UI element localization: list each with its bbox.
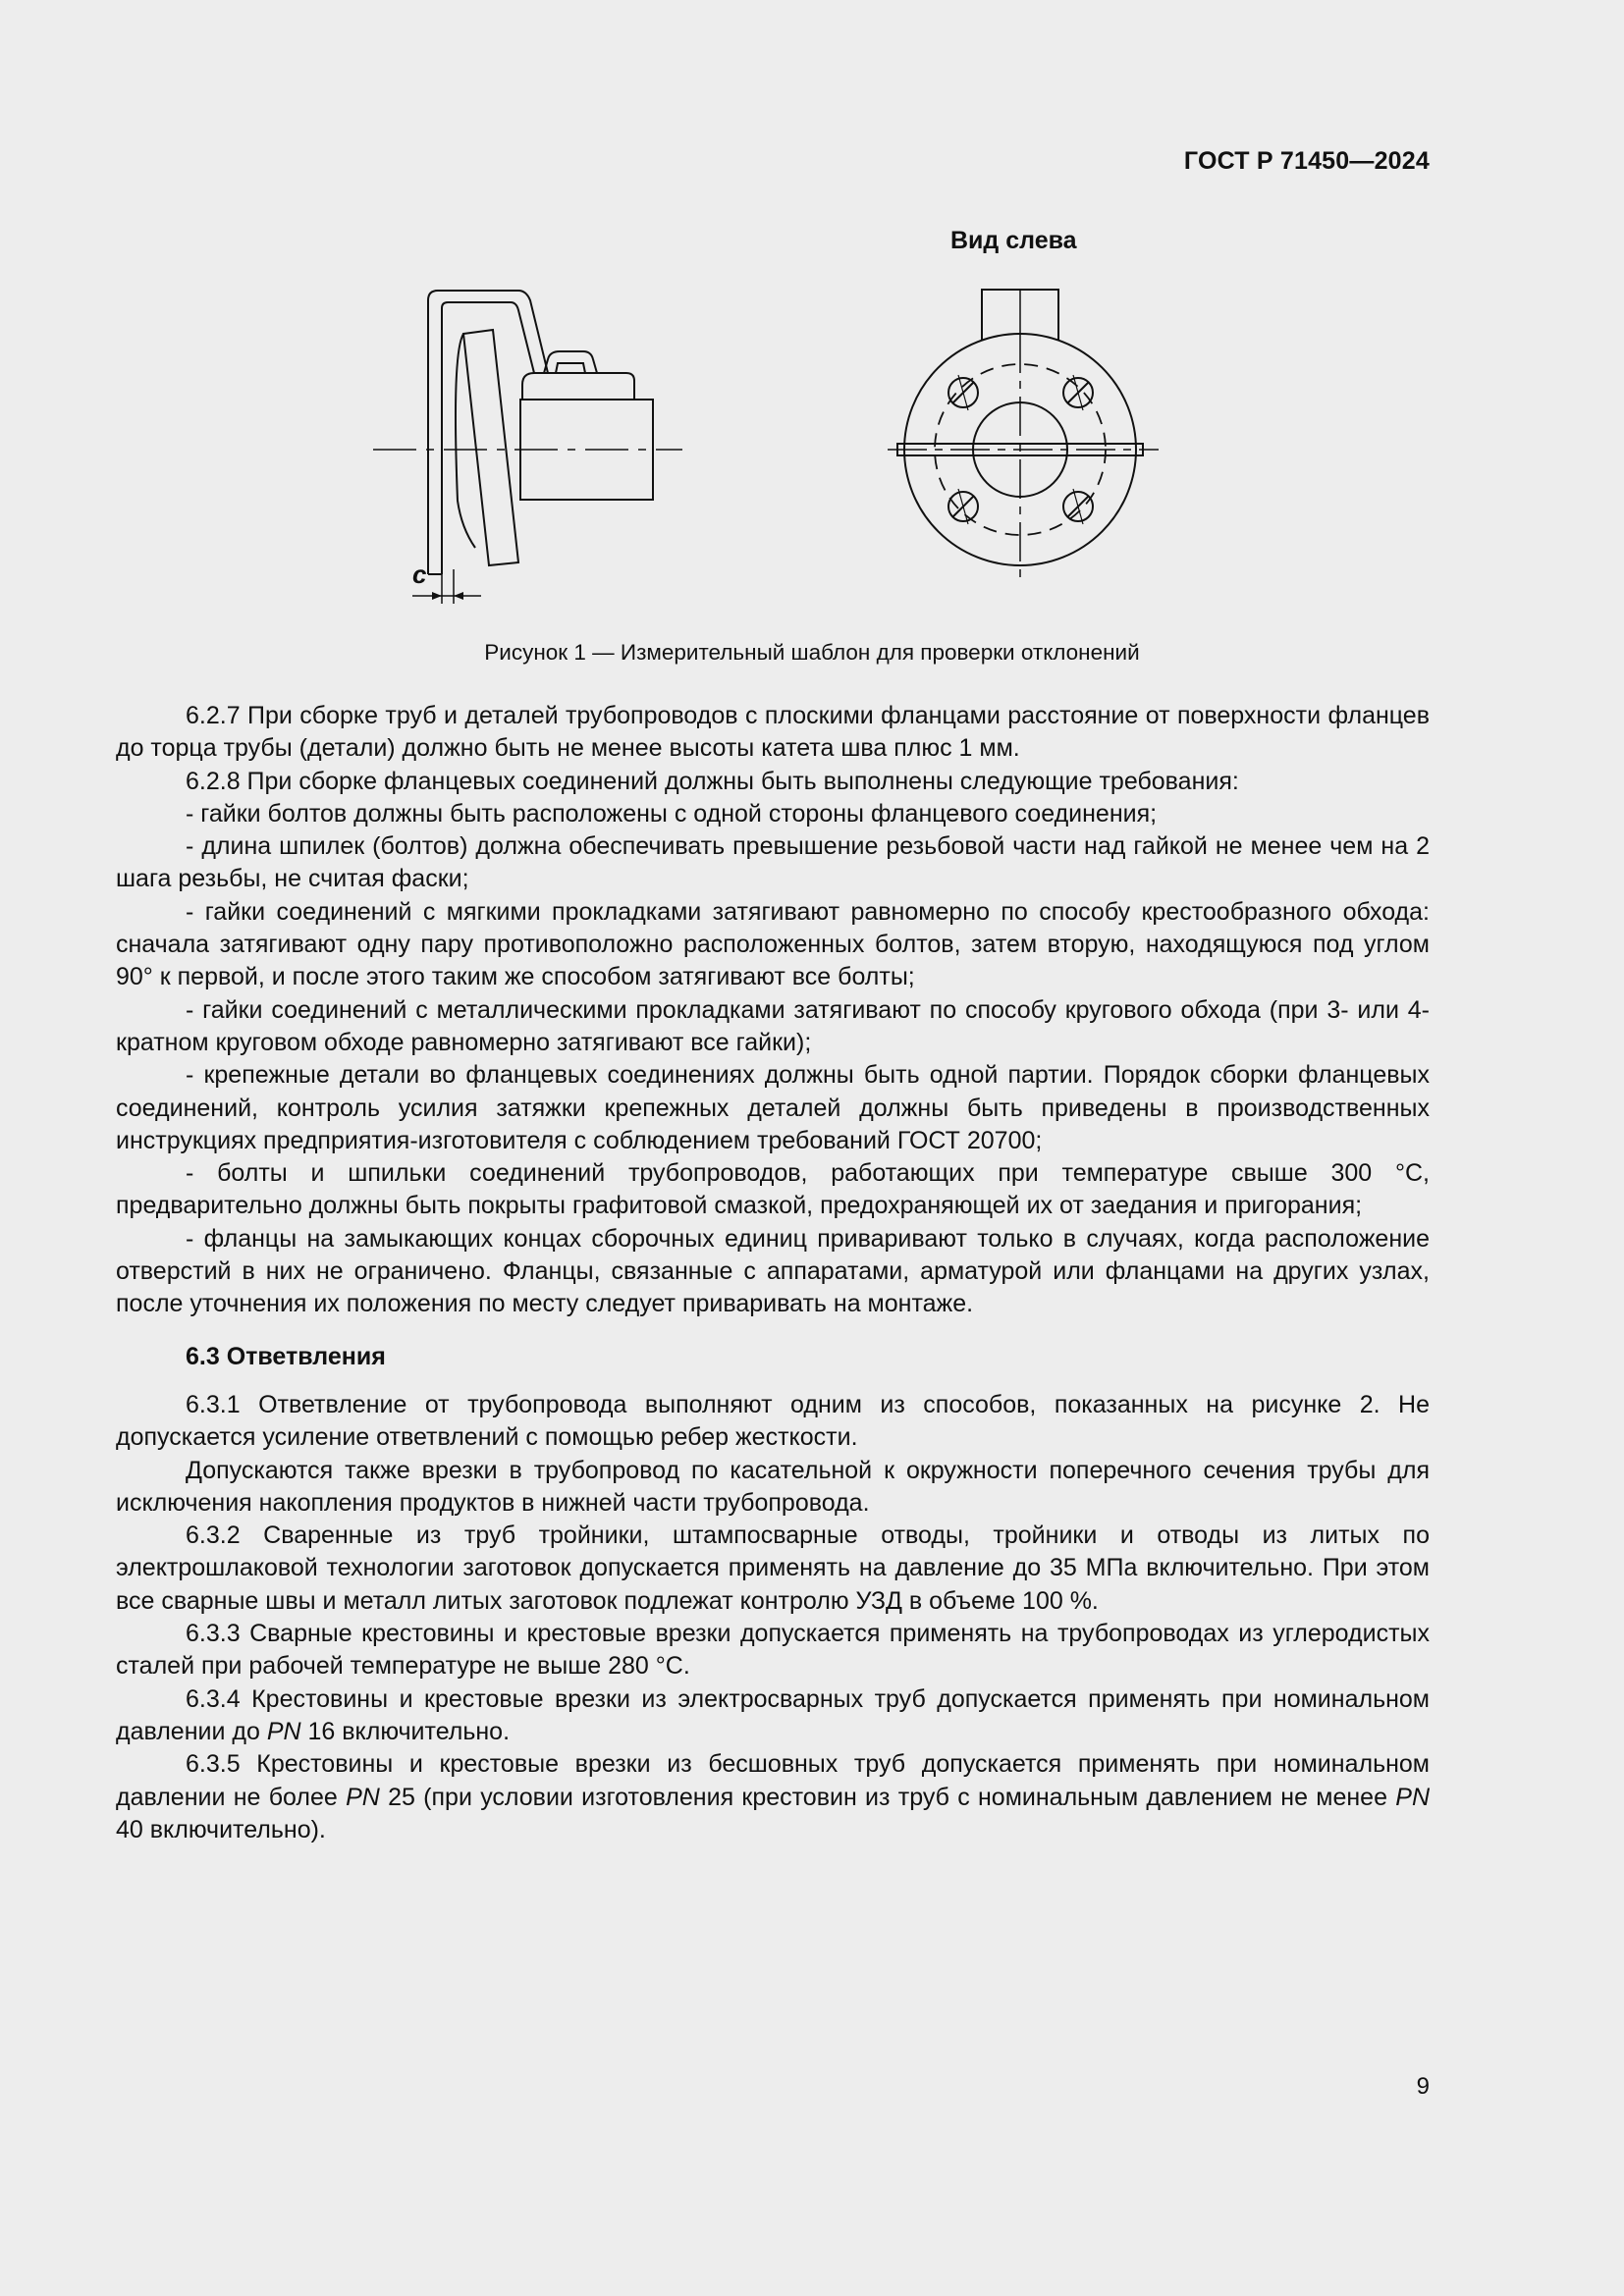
paragraph-6-3-4 xyxy=(116,1683,1430,1749)
flange-left-view xyxy=(888,290,1159,584)
text-run: 6.3.5 Крестовины и крестовые врезки из бесшовных труб допускается применять при номинальном давлении не более xyxy=(116,1750,1430,1811)
paragraph: Допускаются также врезки в трубопровод по касательной к окружности поперечного сечения трубы для исключения накопления продуктов в нижней части трубопровода. xyxy=(116,1456,1430,1517)
text-run: 16 включительно. xyxy=(300,1717,511,1745)
section-heading-6-3: 6.3 Ответвления xyxy=(186,1342,386,1370)
list-item: - крепежные детали во фланцевых соединениях должны быть одной партии. Порядок сборки фланцевых соединений, контроль усилия затяжки крепежных деталей должны быть приведены в производственных инструкциях предприятия-изготовителя с соблюдением требований ГОСТ 20700; xyxy=(116,1061,1430,1154)
pn-symbol: PN xyxy=(266,1717,301,1745)
paragraph-6-2-8: 6.2.8 При сборке фланцевых соединений должны быть выполнены следующие требования: xyxy=(186,767,1239,795)
list-item: - длина шпилек (болтов) должна обеспечивать превышение резьбовой части над гайкой не менее чем на 2 шага резьбы, не считая фаски; xyxy=(116,832,1430,893)
list-item: - гайки соединений с мягкими прокладками затягивают равномерно по способу крестообразного обхода: сначала затягивают одну пару противоположно расположенных болтов, затем вторую, находящуюся под углом 90° к первой, и после этого таким же способом затягивают все болты; xyxy=(116,897,1430,991)
dimension-label-c: с xyxy=(412,560,427,589)
text-run: 40 включительно). xyxy=(116,1815,326,1843)
view-label: Вид слева xyxy=(950,227,1077,254)
paragraph-6-3-2: 6.3.2 Сваренные из труб тройники, штампосварные отводы, тройники и отводы из литых по электрошлаковой технологии заготовок допускается применять на давление до 35 МПа включительно. При этом все сварные швы и металл литых заготовок подлежат контролю УЗД в объеме 100 %. xyxy=(116,1522,1430,1615)
pn-symbol: PN xyxy=(1395,1783,1430,1811)
template-side-view xyxy=(373,291,682,604)
list-item: - болты и шпильки соединений трубопроводов, работающих при температуре свыше 300 °C, предварительно должны быть покрыты графитовой смазкой, предохраняющей их от заедания и пригорания; xyxy=(116,1159,1430,1220)
document-id: ГОСТ Р 71450—2024 xyxy=(1183,147,1430,175)
page-number: 9 xyxy=(1416,2073,1430,2100)
list-item: - гайки соединений с металлическими прокладками затягивают по способу кругового обхода (при 3- или 4-кратном круговом обходе равномерно затягивают все гайки); xyxy=(116,995,1430,1056)
figure-caption: Рисунок 1 — Измерительный шаблон для проверки отклонений xyxy=(484,640,1140,665)
paragraph-6-3-1: 6.3.1 Ответвление от трубопровода выполняют одним из способов, показанных на рисунке 2. Не допускается усиление ответвлений с помощью ребер жесткости. xyxy=(116,1390,1430,1452)
figure-1-drawing xyxy=(373,275,1178,618)
pn-symbol: PN xyxy=(346,1783,380,1811)
paragraph-6-3-3: 6.3.3 Сварные крестовины и крестовые врезки допускается применять на трубопроводах из углеродистых сталей при рабочей температуре не выше 280 °С. xyxy=(116,1620,1430,1681)
text-run: 6.3.4 Крестовины и крестовые врезки из электросварных труб допускается применять при номинальном давлении до xyxy=(116,1684,1430,1745)
paragraph-6-3-5 xyxy=(116,1748,1430,1846)
text-run: 25 (при условии изготовления крестовин из труб с номинальным давлением не менее xyxy=(379,1783,1396,1811)
list-item: - фланцы на замыкающих концах сборочных единиц приваривают только в случаях, когда расположение отверстий в них не ограничено. Фланцы, связанные с аппаратами, арматурой или фланцами на других узлах, после уточнения их положения по месту следует приваривать на монтаже. xyxy=(116,1224,1430,1318)
list-item: - гайки болтов должны быть расположены с одной стороны фланцевого соединения; xyxy=(186,799,1158,828)
document-body xyxy=(116,700,1430,1846)
paragraph-6-2-7: 6.2.7 При сборке труб и деталей трубопроводов с плоскими фланцами расстояние от поверхности фланцев до торца трубы (детали) должно быть не менее высоты катета шва плюс 1 мм. xyxy=(116,702,1430,763)
